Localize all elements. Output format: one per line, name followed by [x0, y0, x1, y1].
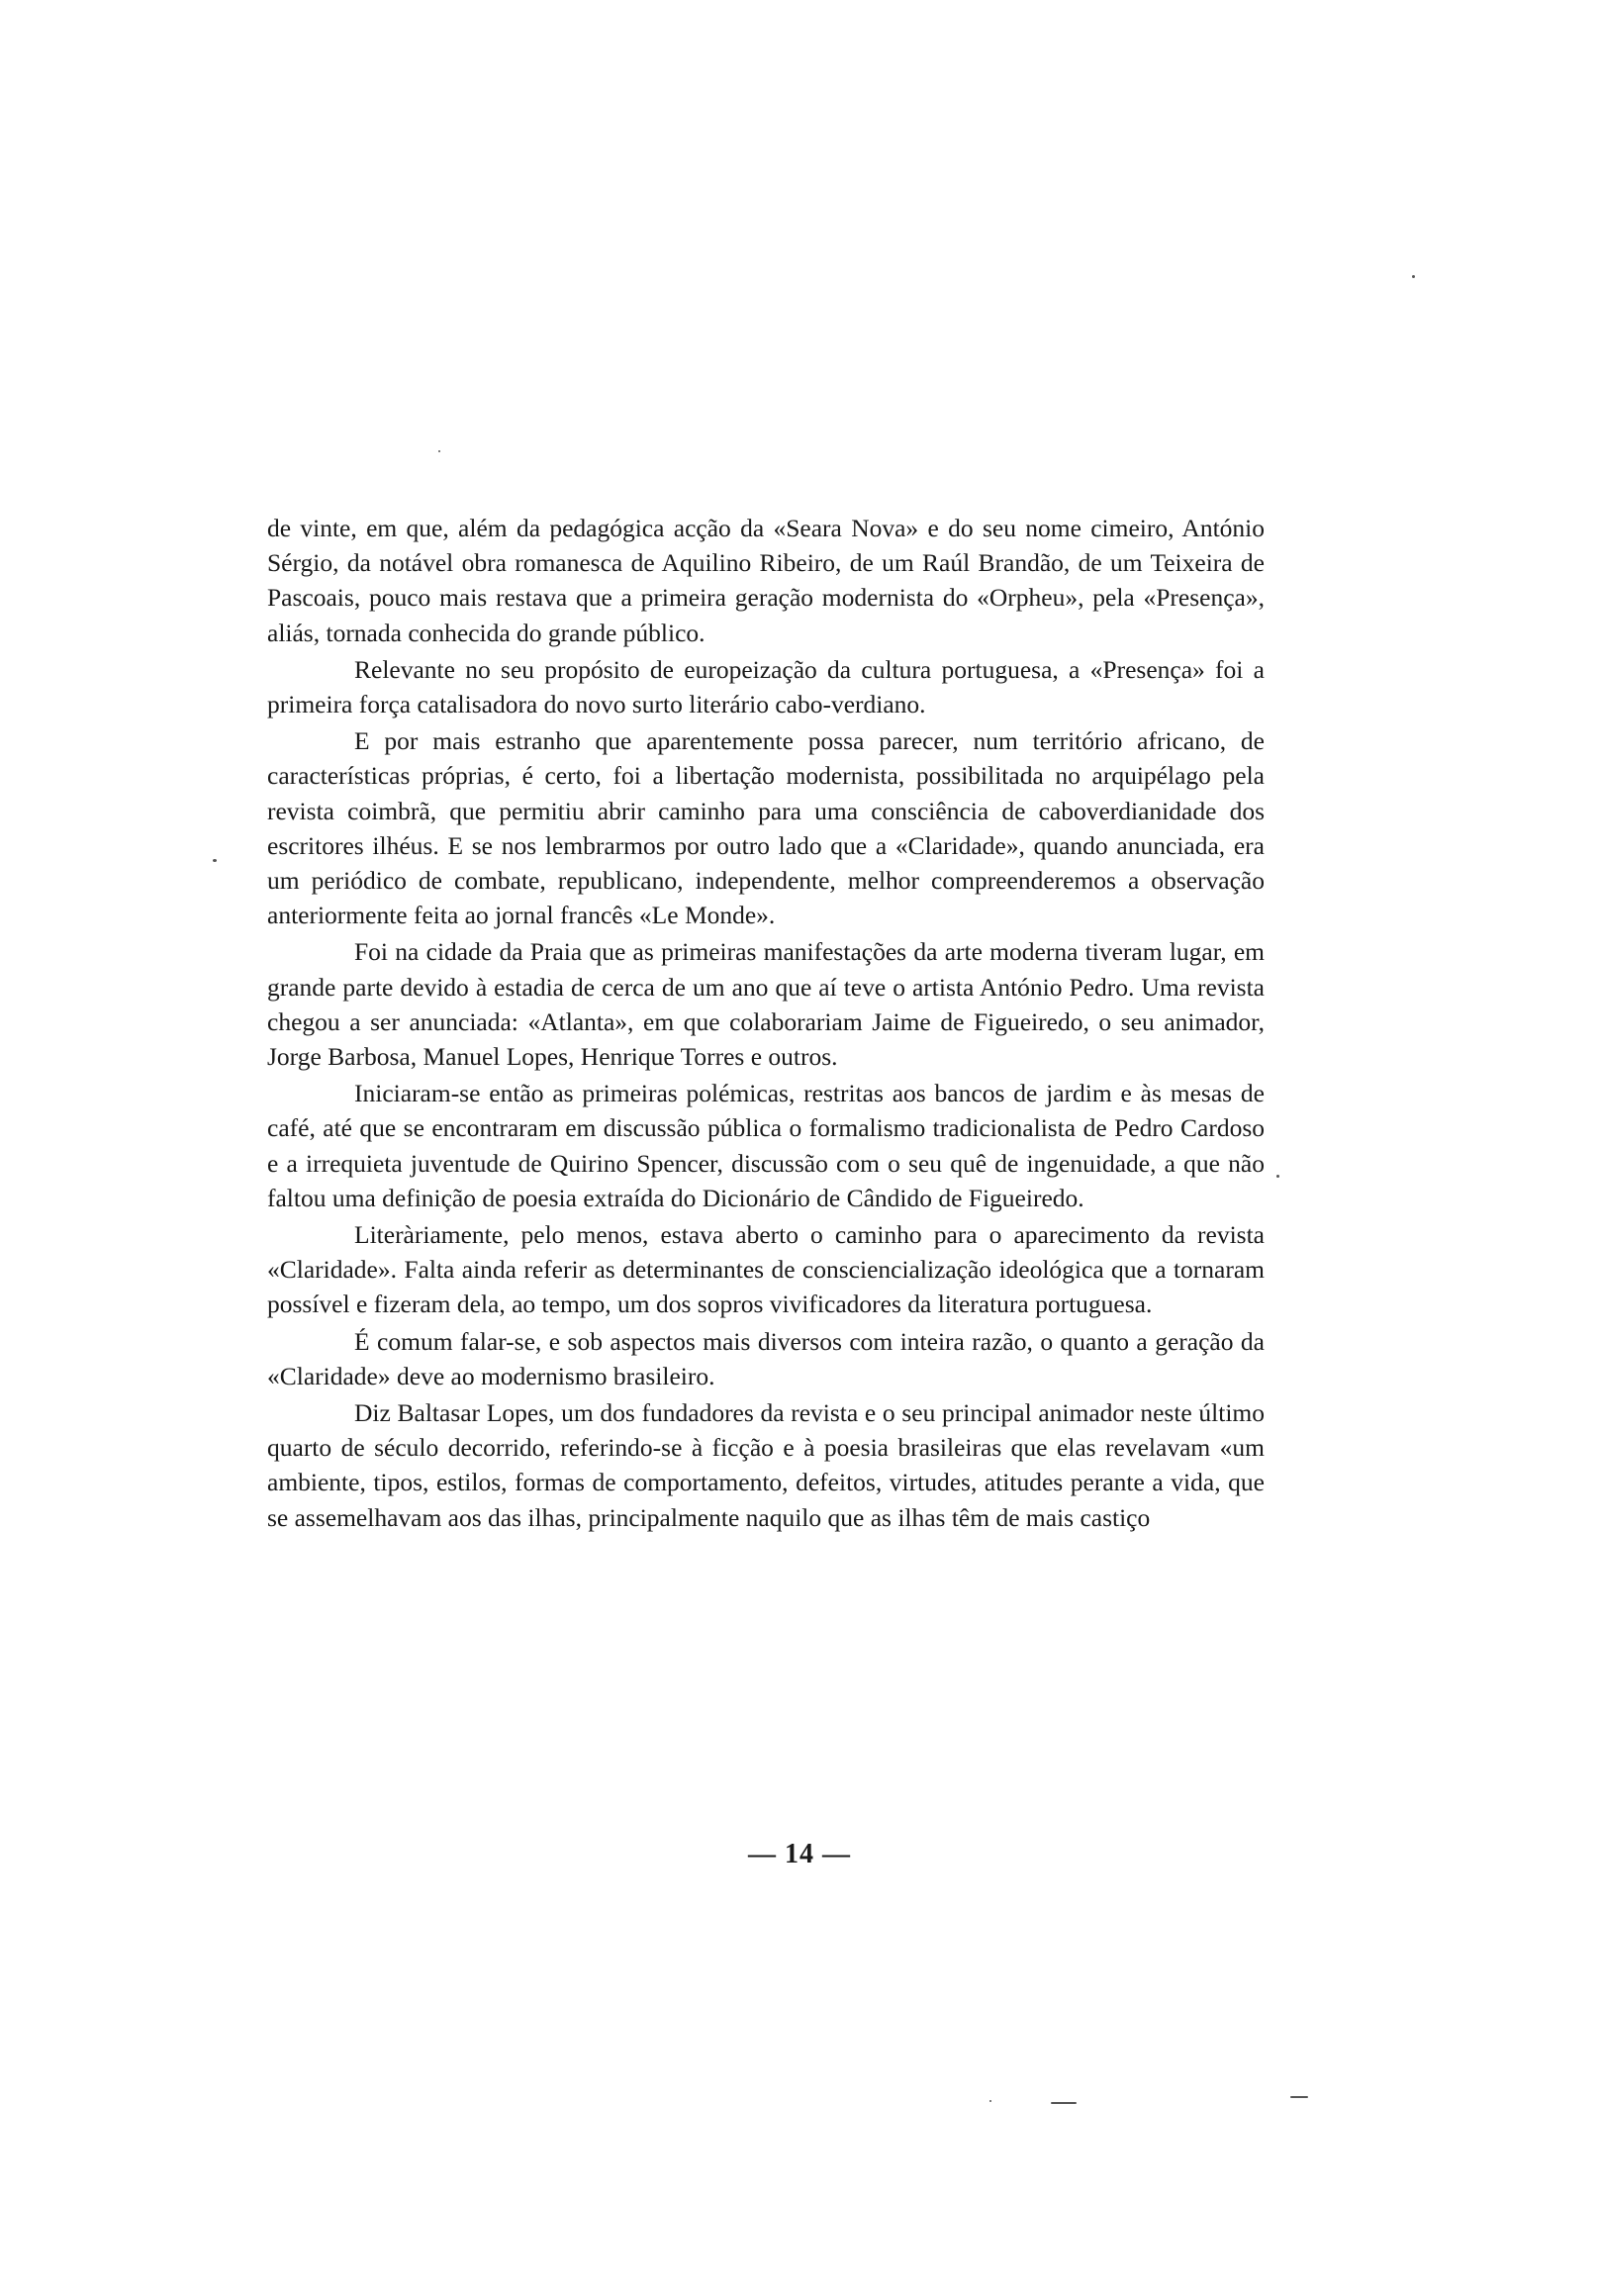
paragraph-7: É comum falar-se, e sob aspectos mais diversos com inteira razão, o quanto a geração da «Claridade» deve ao modernismo brasileiro. [267, 1326, 1265, 1390]
scan-speck [1412, 275, 1415, 278]
paragraph-8: Diz Baltasar Lopes, um dos fundadores da revista e o seu principal animador neste último quarto de século decorrido, referindo-se à ficção e à poesia brasileiras que elas revelavam «um ambiente, tipos, estilos, formas de comportamento, defeitos, virtudes, atitudes perante a vida, que se assemelhavam aos das ilhas, principalmente naquilo que as ilhas têm de mais castiço [267, 1398, 1265, 1532]
paragraph-5: Iniciaram-se então as primeiras polémicas, restritas aos bancos de jardim e às mesas de café, até que se encontraram em discussão pública o formalismo tradicionalista de Pedro Cardoso e a irrequieta juventude de Quirino Spencer, discussão com o seu quê de ingenuidade, a que não faltou uma definição de poesia extraída do Dicionário de Cândido de Figueiredo. [267, 1079, 1265, 1212]
scan-speck [1051, 2102, 1077, 2104]
paragraph-6: Literàriamente, pelo menos, estava aberto o caminho para o aparecimento da revista «Claridade». Falta ainda referir as determinantes de consciencialização ideológica que a tornaram possível e fizeram dela, ao tempo, um dos sopros vivificadores da literatura portuguesa. [267, 1220, 1265, 1319]
scan-speck [1290, 2096, 1308, 2098]
scan-speck [438, 450, 440, 452]
paragraph-4: Foi na cidade da Praia que as primeiras manifestações da arte moderna tiveram lugar, em grande parte devido à estadia de cerca de um ano que aí teve o artista António Pedro. Uma revista chegou a ser anunciada: «Atlanta», em que colaborariam Jaime de Figueiredo, o seu animador, Jorge Barbosa, Manuel Lopes, Henrique Torres e outros. [267, 937, 1265, 1072]
scan-speck [213, 859, 217, 862]
paragraph-2: Relevante no seu propósito de europeização da cultura portuguesa, a «Presença» foi a primeira força catalisadora do novo surto literário cabo-verdiano. [267, 654, 1265, 719]
body-text [267, 511, 1265, 1537]
paragraph-1: de vinte, em que, além da pedagógica acção da «Seara Nova» e do seu nome cimeiro, António Sérgio, da notável obra romanesca de Aquilino Ribeiro, de um Raúl Brandão, de um Teixeira de Pascoais, pouco mais restava que a primeira geração modernista do «Orpheu», pela «Presença», aliás, tornada conhecida do grande público. [267, 514, 1265, 647]
scan-speck [989, 2100, 991, 2102]
paragraph-3: E por mais estranho que aparentemente possa parecer, num território africano, de características próprias, é certo, foi a libertação modernista, possibilitada no arquipélago pela revista coimbrã, que permitiu abrir caminho para uma consciência de caboverdianidade dos escritores ilhéus. E se nos lembrarmos por outro lado que a «Claridade», quando anunciada, era um periódico de combate, republicano, independente, melhor compreenderemos a observação anteriormente feita ao jornal francês «Le Monde». [267, 726, 1265, 930]
page-number: — 14 — [748, 1839, 851, 1869]
scan-speck [1276, 1175, 1279, 1178]
